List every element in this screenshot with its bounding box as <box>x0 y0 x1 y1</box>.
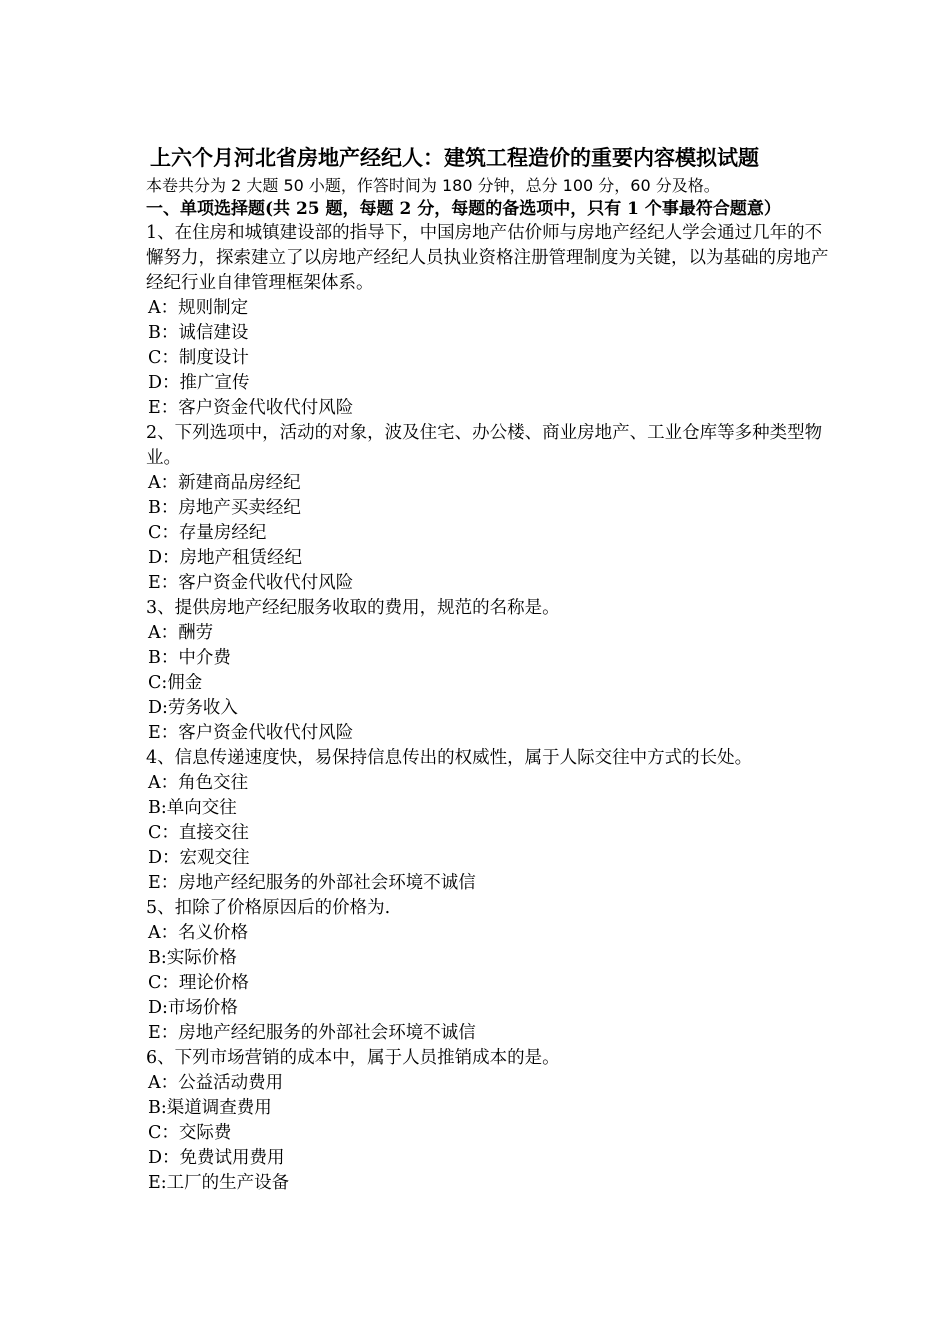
exam-intro: 本卷共分为 2 大题 50 小题，作答时间为 180 分钟，总分 100 分，60 分及格。 <box>146 176 720 195</box>
option-e: E：房地产经纪服务的外部社会环境不诚信 <box>148 873 476 893</box>
option-c: C:佣金 <box>148 673 203 693</box>
option-c: C：理论价格 <box>148 973 249 993</box>
question-stem: 1、在住房和城镇建设部的指导下，中国房地产估价师与房地产经纪人学会通过几年的不懈努力，探索建立了以房地产经纪人员执业资格注册管理制度为关键，以为基础的房地产经纪行业自律管理框架体系。 <box>146 223 829 293</box>
option-e: E：客户资金代收代付风险 <box>148 723 354 743</box>
option-a: A：新建商品房经纪 <box>148 473 301 493</box>
option-e: E：房地产经纪服务的外部社会环境不诚信 <box>148 1023 476 1043</box>
option-a: A：公益活动费用 <box>148 1073 284 1093</box>
option-e: E：客户资金代收代付风险 <box>148 573 354 593</box>
question-2 <box>146 421 836 596</box>
question-3 <box>146 596 836 746</box>
option-b: B：诚信建设 <box>148 323 249 343</box>
document-title: 上六个月河北省房地产经纪人：建筑工程造价的重要内容模拟试题 <box>150 145 759 170</box>
option-c: C：制度设计 <box>148 348 249 368</box>
option-b: B:单向交往 <box>148 798 237 818</box>
question-1 <box>146 221 836 421</box>
option-d: D:市场价格 <box>148 998 238 1018</box>
option-e: E:工厂的生产设备 <box>148 1173 290 1193</box>
option-c: C：交际费 <box>148 1123 232 1143</box>
question-stem: 2、下列选项中，活动的对象，波及住宅、办公楼、商业房地产、工业仓库等多种类型物业。 <box>146 423 823 468</box>
option-e: E：客户资金代收代付风险 <box>148 398 354 418</box>
option-b: B：中介费 <box>148 648 231 668</box>
question-stem: 3、提供房地产经纪服务收取的费用，规范的名称是。 <box>146 598 560 618</box>
option-d: D：免费试用费用 <box>148 1148 285 1168</box>
section-heading: 一、单项选择题(共 25 题，每题 2 分，每题的备选项中，只有 1 个事最符合题意） <box>146 199 781 219</box>
option-b: B:渠道调查费用 <box>148 1098 272 1118</box>
option-a: A：角色交往 <box>148 773 249 793</box>
option-a: A：酬劳 <box>148 623 214 643</box>
option-a: A：名义价格 <box>148 923 249 943</box>
option-c: C：直接交往 <box>148 823 249 843</box>
option-d: D：房地产租赁经纪 <box>148 548 303 568</box>
question-stem: 6、下列市场营销的成本中，属于人员推销成本的是。 <box>146 1048 560 1068</box>
option-d: D:劳务收入 <box>148 698 238 718</box>
question-5 <box>146 896 836 1046</box>
question-6 <box>146 1046 836 1196</box>
option-d: D：推广宣传 <box>148 373 250 393</box>
option-c: C：存量房经纪 <box>148 523 267 543</box>
option-a: A：规则制定 <box>148 298 249 318</box>
question-stem: 5、扣除了价格原因后的价格为. <box>146 898 391 918</box>
question-4 <box>146 746 836 896</box>
document-content <box>146 144 836 1196</box>
option-d: D：宏观交往 <box>148 848 250 868</box>
option-b: B：房地产买卖经纪 <box>148 498 301 518</box>
option-b: B:实际价格 <box>148 948 237 968</box>
question-stem: 4、信息传递速度快，易保持信息传出的权威性，属于人际交往中方式的长处。 <box>146 748 753 768</box>
